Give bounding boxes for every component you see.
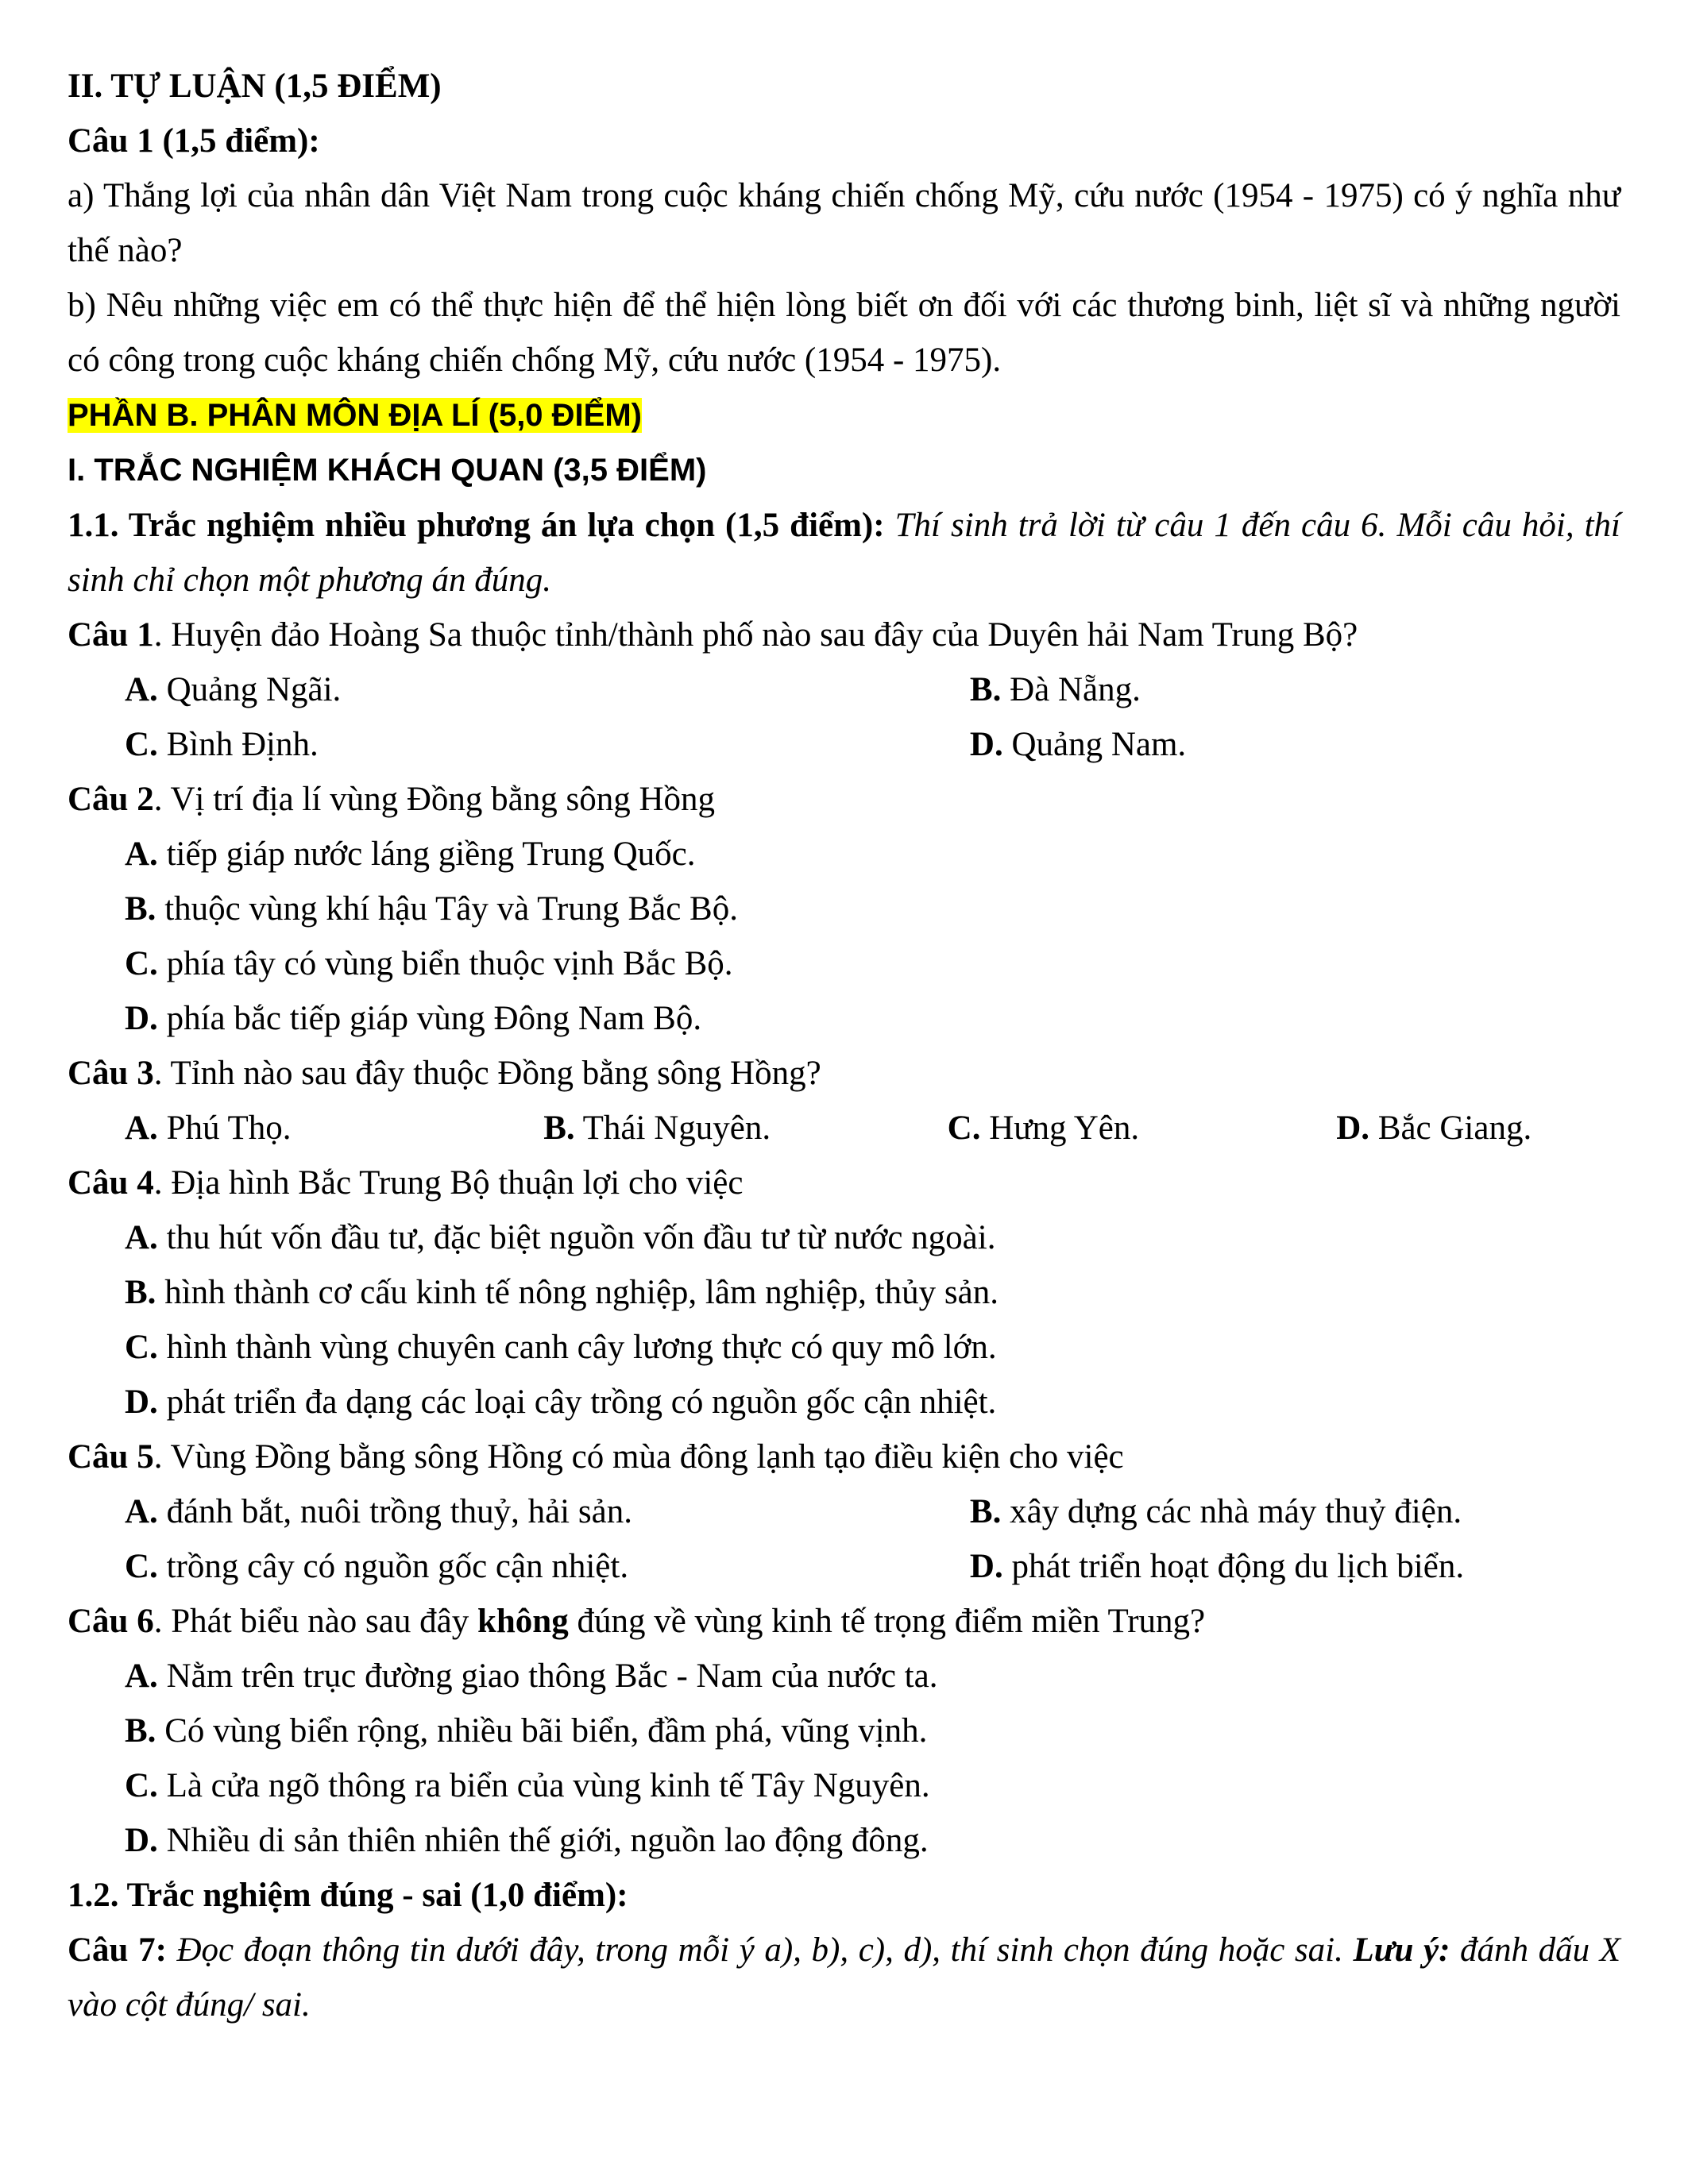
question-5-label: Câu 5 <box>68 1438 154 1476</box>
option-text: Nhiều di sản thiên nhiên thế giới, nguồn lao động đông. <box>157 1822 929 1859</box>
option-letter: D. <box>125 1822 158 1859</box>
option-text: phía tây có vùng biển thuộc vịnh Bắc Bộ. <box>157 945 733 982</box>
option-text: hình thành vùng chuyên canh cây lương thực có quy mô lớn. <box>157 1329 997 1366</box>
question-1-option-b <box>970 662 1620 717</box>
option-letter: C. <box>125 1329 158 1366</box>
question-1-options <box>68 662 1620 772</box>
option-text: xây dựng các nhà máy thuỷ điện. <box>1001 1493 1462 1530</box>
option-letter: B. <box>969 671 1002 708</box>
section1-title: I. TRẮC NGHIỆM KHÁCH QUAN (3,5 ĐIỂM) <box>68 453 707 488</box>
question-2-option-a <box>68 827 1620 882</box>
option-letter: D. <box>969 1548 1003 1585</box>
option-letter: B. <box>543 1109 575 1147</box>
essay-q1-part-a: a) Thắng lợi của nhân dân Việt Nam trong cuộc kháng chiến chống Mỹ, cứu nước (1954 - 1975) có ý nghĩa như thế nào? <box>68 177 1620 269</box>
question-5-text: . Vùng Đồng bằng sông Hồng có mùa đông lạnh tạo điều kiện cho việc <box>153 1438 1124 1476</box>
question-6-bold-word: không <box>477 1603 569 1640</box>
question-6-option-b <box>68 1704 1620 1758</box>
question-7-label: Câu 7: <box>68 1931 167 1969</box>
option-text: Là cửa ngõ thông ra biển của vùng kinh tế Tây Nguyên. <box>157 1767 930 1804</box>
essay-section-title: II. TỰ LUẬN (1,5 ĐIỂM) <box>68 68 442 105</box>
option-letter: C. <box>125 945 158 982</box>
question-3-option-a <box>125 1101 543 1156</box>
question-4-label: Câu 4 <box>68 1164 154 1202</box>
question-1 <box>68 608 1620 662</box>
option-letter: B. <box>125 1712 156 1750</box>
option-letter: C. <box>125 726 158 763</box>
question-2-option-b <box>68 882 1620 936</box>
question-4-option-a <box>68 1210 1620 1265</box>
option-letter: A. <box>125 1109 158 1147</box>
question-3-option-b <box>543 1101 947 1156</box>
option-text: Bình Định. <box>157 726 319 763</box>
question-1-label: Câu 1 <box>68 616 154 654</box>
mc-section-heading <box>68 498 1620 608</box>
question-4-option-d <box>68 1375 1620 1430</box>
option-letter: D. <box>125 1000 158 1037</box>
question-6-label: Câu 6 <box>68 1603 154 1640</box>
question-7-instruction-tail: đánh dấu X vào cột đúng/ sai. <box>68 1931 1620 2024</box>
option-letter: A. <box>125 835 158 873</box>
question-2-option-d <box>68 991 1620 1046</box>
question-3-label: Câu 3 <box>68 1055 154 1092</box>
option-text: trồng cây có nguồn gốc cận nhiệt. <box>157 1548 629 1585</box>
question-5-option-b <box>970 1484 1620 1539</box>
option-letter: D. <box>969 726 1003 763</box>
question-7-instructions <box>68 1923 1620 2032</box>
option-letter: D. <box>1336 1109 1370 1147</box>
option-text: Bắc Giang. <box>1369 1109 1532 1147</box>
question-6-option-d <box>68 1813 1620 1868</box>
question-5-option-a <box>125 1484 970 1539</box>
option-letter: C. <box>125 1767 158 1804</box>
option-text: Phú Thọ. <box>157 1109 292 1147</box>
question-6-option-a <box>68 1649 1620 1704</box>
question-2-option-c <box>68 936 1620 991</box>
option-text: Quảng Nam. <box>1002 726 1187 763</box>
part-b-title <box>68 388 1620 443</box>
option-letter: A. <box>125 1657 158 1695</box>
question-3 <box>68 1046 1620 1101</box>
question-1-text: . Huyện đảo Hoàng Sa thuộc tỉnh/thành phố nào sau đây của Duyên hải Nam Trung Bộ? <box>153 616 1358 654</box>
question-6-options <box>68 1649 1620 1868</box>
option-letter: C. <box>125 1548 158 1585</box>
question-4 <box>68 1156 1620 1210</box>
question-4-text: . Địa hình Bắc Trung Bộ thuận lợi cho việc <box>153 1164 744 1202</box>
essay-q1-header: Câu 1 (1,5 điểm): <box>68 122 320 160</box>
question-3-option-c <box>948 1101 1337 1156</box>
question-5-option-c <box>125 1539 970 1594</box>
option-text: tiếp giáp nước láng giềng Trung Quốc. <box>157 835 696 873</box>
option-text: phía bắc tiếp giáp vùng Đông Nam Bộ. <box>157 1000 702 1037</box>
question-4-option-c <box>68 1320 1620 1375</box>
question-6-option-c <box>68 1758 1620 1813</box>
mc-heading-instruction: Thí sinh trả lời từ câu 1 đến câu 6. Mỗi câu hỏi, thí sinh chỉ chọn một phương án đúng. <box>68 507 1620 599</box>
option-letter: B. <box>125 1274 156 1311</box>
question-7-instruction: Đọc đoạn thông tin dưới đây, trong mỗi ý a), b), c), d), thí sinh chọn đúng hoặc sai. <box>166 1931 1354 1969</box>
true-false-heading: 1.2. Trắc nghiệm đúng - sai (1,0 điểm): <box>68 1877 628 1914</box>
option-text: hình thành cơ cấu kinh tế nông nghiệp, lâm nghiệp, thủy sản. <box>156 1274 999 1311</box>
option-text: Đà Nẵng. <box>1001 671 1141 708</box>
option-letter: B. <box>125 890 156 928</box>
question-5-options <box>68 1484 1620 1594</box>
question-3-options <box>68 1101 1620 1156</box>
option-text: phát triển đa dạng các loại cây trồng có nguồn gốc cận nhiệt. <box>157 1383 997 1421</box>
question-6 <box>68 1594 1620 1649</box>
option-letter: A. <box>125 1219 158 1256</box>
question-4-option-b <box>68 1265 1620 1320</box>
question-3-option-d <box>1336 1101 1620 1156</box>
question-1-option-a <box>125 662 970 717</box>
question-1-option-c <box>125 717 970 772</box>
option-letter: C. <box>947 1109 981 1147</box>
part-b-title-text: PHẦN B. PHÂN MÔN ĐỊA LÍ (5,0 ĐIỂM) <box>68 398 642 433</box>
option-text: thu hút vốn đầu tư, đặc biệt nguồn vốn đầu tư từ nước ngoài. <box>157 1219 996 1256</box>
option-text: Thái Nguyên. <box>574 1109 771 1147</box>
question-6-text-pre: . Phát biểu nào sau đây <box>153 1603 477 1640</box>
option-text: Hưng Yên. <box>980 1109 1140 1147</box>
question-2-options <box>68 827 1620 1046</box>
option-text: Quảng Ngãi. <box>157 671 342 708</box>
question-2-label: Câu 2 <box>68 781 154 818</box>
question-6-text-post: đúng về vùng kinh tế trọng điểm miền Trung? <box>568 1603 1206 1640</box>
option-text: đánh bắt, nuôi trồng thuỷ, hải sản. <box>157 1493 632 1530</box>
question-5-option-d <box>970 1539 1620 1594</box>
essay-q1-part-b: b) Nêu những việc em có thể thực hiện để thể hiện lòng biết ơn đối với các thương binh, liệt sĩ và những người có công trong cuộc kháng chiến chống Mỹ, cứu nước (1954 - 1975). <box>68 287 1620 379</box>
option-text: phát triển hoạt động du lịch biển. <box>1002 1548 1465 1585</box>
question-5 <box>68 1430 1620 1484</box>
question-4-options <box>68 1210 1620 1430</box>
option-letter: D. <box>125 1383 158 1421</box>
question-1-option-d <box>970 717 1620 772</box>
question-2 <box>68 772 1620 827</box>
option-letter: A. <box>125 1493 158 1530</box>
option-text: thuộc vùng khí hậu Tây và Trung Bắc Bộ. <box>156 890 738 928</box>
option-letter: B. <box>969 1493 1002 1530</box>
option-text: Có vùng biển rộng, nhiều bãi biển, đầm phá, vũng vịnh. <box>156 1712 928 1750</box>
question-7-note: Lưu ý: <box>1353 1931 1450 1969</box>
option-letter: A. <box>125 671 158 708</box>
question-3-text: . Tỉnh nào sau đây thuộc Đồng bằng sông Hồng? <box>153 1055 821 1092</box>
question-2-text: . Vị trí địa lí vùng Đồng bằng sông Hồng <box>153 781 716 818</box>
option-text: Nằm trên trục đường giao thông Bắc - Nam của nước ta. <box>157 1657 938 1695</box>
mc-heading-bold: 1.1. Trắc nghiệm nhiều phương án lựa chọn (1,5 điểm): <box>68 507 885 544</box>
